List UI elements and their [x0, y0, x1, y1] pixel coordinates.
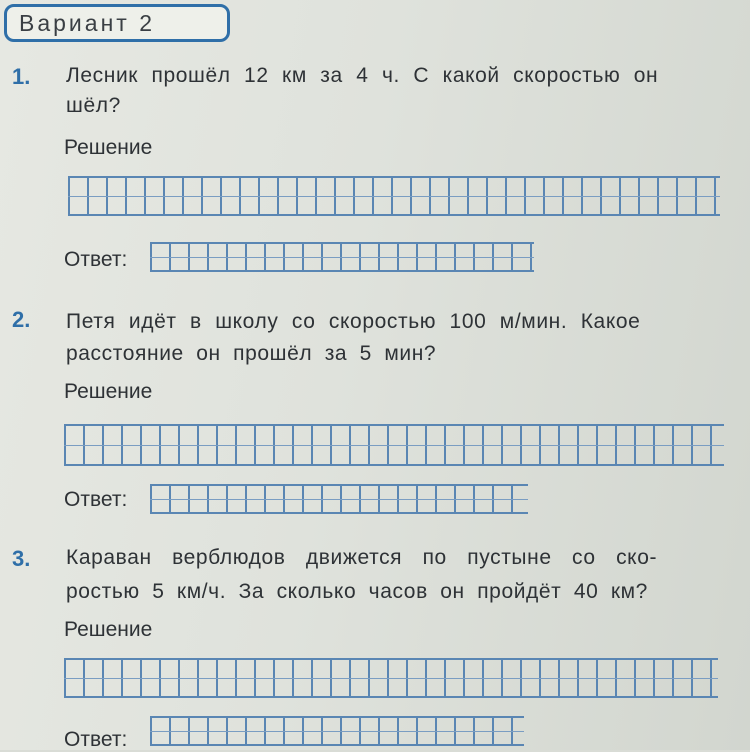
answer-grid[interactable]	[150, 716, 524, 746]
task-question-line: ростью 5 км/ч. За сколько часов он пройдёт 40 км?	[66, 580, 648, 603]
task-question-line: шёл?	[66, 94, 121, 117]
task-question-line: Караван верблюдов движется по пустыне со ско-	[66, 546, 658, 569]
solution-grid[interactable]	[64, 424, 724, 466]
task-question-line: Петя идёт в школу со скоростью 100 м/мин. Какое	[66, 310, 641, 333]
task-number: 3.	[12, 546, 31, 571]
solution-grid[interactable]	[64, 658, 718, 698]
answer-label: Ответ:	[64, 728, 128, 751]
task-question-line: Лесник прошёл 12 км за 4 ч. С какой скоростью он	[66, 64, 659, 87]
task-number: 2.	[12, 307, 31, 332]
task-question-line: расстояние он прошёл за 5 мин?	[66, 342, 437, 365]
solution-grid[interactable]	[68, 176, 720, 216]
variant-label: Вариант 2	[19, 10, 155, 36]
solution-label: Решение	[64, 380, 153, 403]
solution-label: Решение	[64, 618, 153, 641]
variant-header	[4, 4, 230, 42]
task-number: 1.	[12, 64, 31, 89]
answer-label: Ответ:	[64, 248, 128, 271]
answer-grid[interactable]	[150, 484, 528, 514]
answer-label: Ответ:	[64, 488, 128, 511]
answer-grid[interactable]	[150, 242, 534, 272]
solution-label: Решение	[64, 136, 153, 159]
